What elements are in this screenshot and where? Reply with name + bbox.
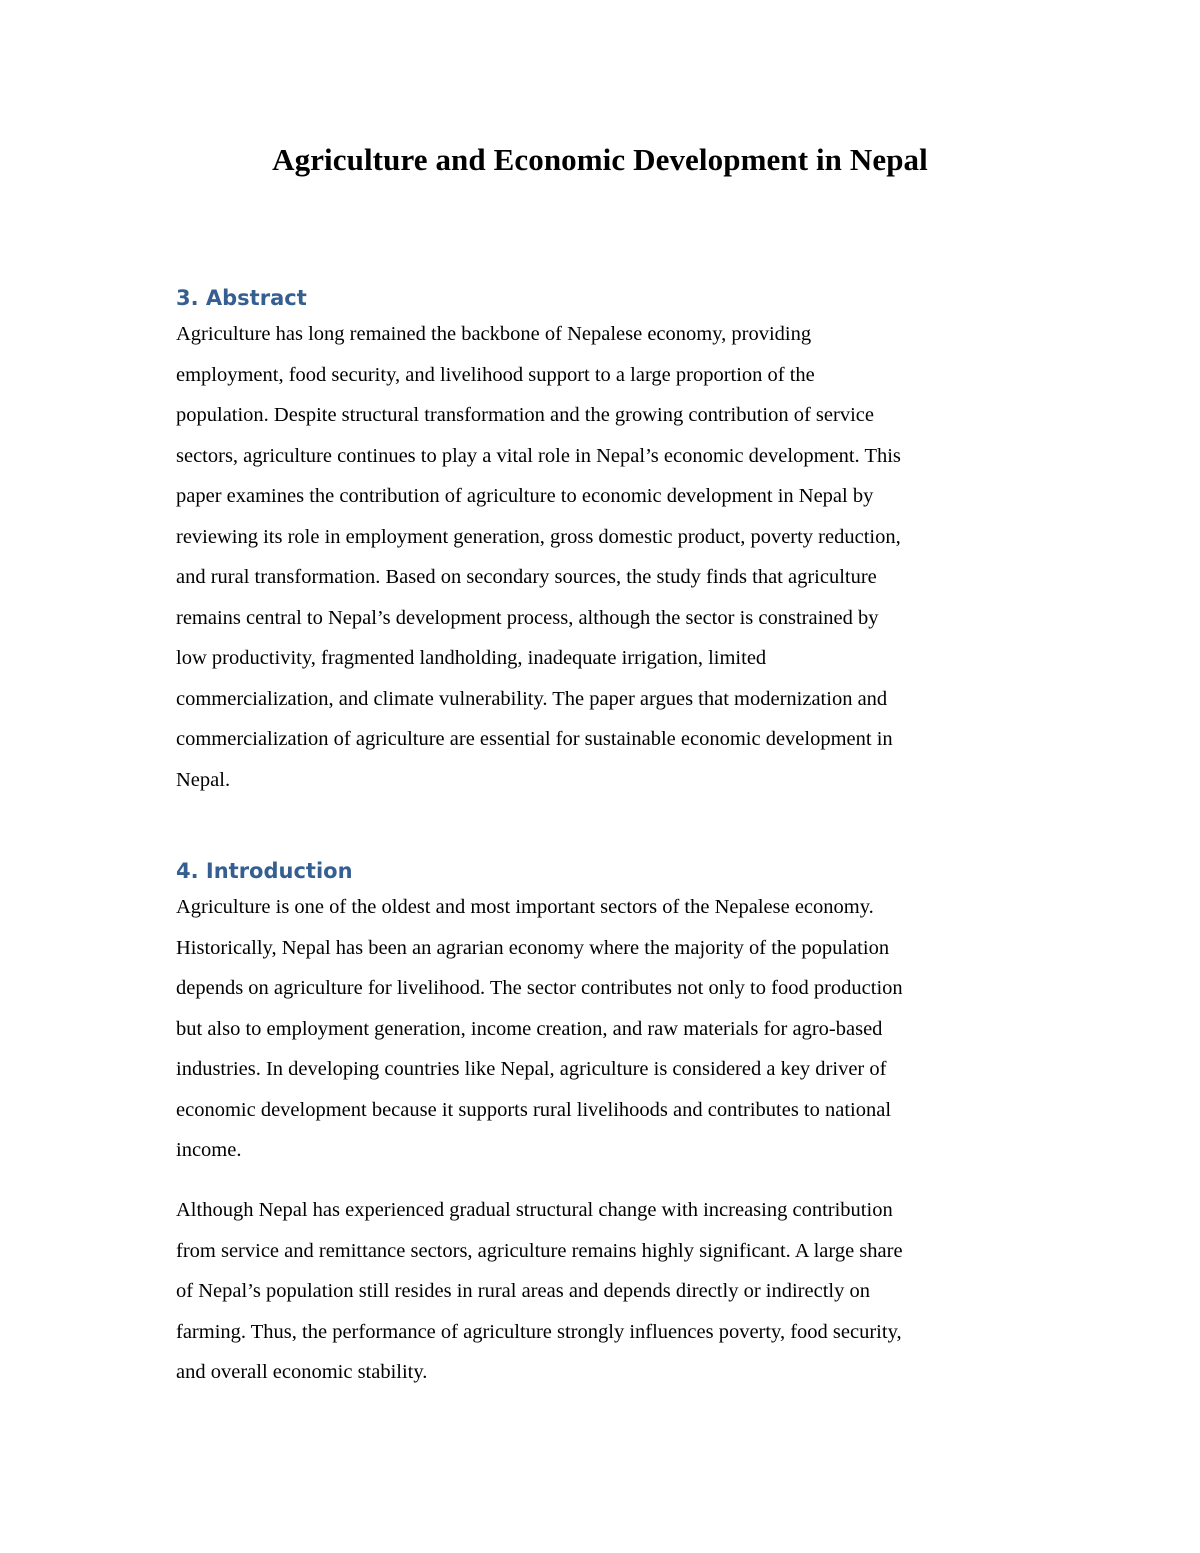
abstract-section bbox=[176, 283, 1026, 800]
introduction-line: of Nepal’s population still resides in rural areas and depends directly or indirectly on bbox=[176, 1280, 870, 1302]
introduction-paragraph-2-block bbox=[176, 1190, 1026, 1393]
introduction-line: Agriculture is one of the oldest and most important sectors of the Nepalese economy. bbox=[176, 896, 874, 918]
abstract-line: Agriculture has long remained the backbone of Nepalese economy, providing bbox=[176, 323, 812, 345]
abstract-line: employment, food security, and livelihood support to a large proportion of the bbox=[176, 363, 815, 386]
introduction-line: farming. Thus, the performance of agriculture strongly influences poverty, food security, bbox=[176, 1320, 902, 1343]
document-title: Agriculture and Economic Development in Nepal bbox=[272, 142, 928, 177]
abstract-line: sectors, agriculture continues to play a vital role in Nepal’s economic development. This bbox=[176, 444, 901, 467]
abstract-line: remains central to Nepal’s development process, although the sector is constrained by bbox=[176, 606, 879, 629]
abstract-paragraph bbox=[176, 314, 1026, 800]
abstract-line: population. Despite structural transformation and the growing contribution of service bbox=[176, 404, 874, 426]
introduction-paragraph-2 bbox=[176, 1190, 1026, 1393]
abstract-line: Nepal. bbox=[176, 768, 231, 791]
abstract-line: and rural transformation. Based on secondary sources, the study finds that agriculture bbox=[176, 566, 877, 588]
introduction-paragraph-1 bbox=[176, 887, 1026, 1171]
introduction-line: and overall economic stability. bbox=[176, 1361, 428, 1383]
abstract-line: reviewing its role in employment generation, gross domestic product, poverty reduction, bbox=[176, 525, 901, 548]
introduction-line: but also to employment generation, income creation, and raw materials for agro-based bbox=[176, 1017, 883, 1040]
abstract-line: commercialization of agriculture are essential for sustainable economic development in bbox=[176, 728, 893, 750]
introduction-line: from service and remittance sectors, agriculture remains highly significant. A large share bbox=[176, 1239, 903, 1262]
introduction-section bbox=[176, 856, 1026, 1171]
introduction-line: economic development because it supports rural livelihoods and contributes to national bbox=[176, 1098, 892, 1121]
introduction-line: Although Nepal has experienced gradual structural change with increasing contribution bbox=[176, 1199, 893, 1221]
abstract-heading: 3. Abstract bbox=[176, 286, 307, 310]
introduction-line: Historically, Nepal has been an agrarian economy where the majority of the population bbox=[176, 936, 890, 959]
abstract-line: commercialization, and climate vulnerability. The paper argues that modernization and bbox=[176, 687, 888, 710]
abstract-line: paper examines the contribution of agriculture to economic development in Nepal by bbox=[176, 485, 874, 507]
introduction-line: income. bbox=[176, 1139, 242, 1161]
abstract-line: low productivity, fragmented landholding, inadequate irrigation, limited bbox=[176, 647, 767, 669]
introduction-heading: 4. Introduction bbox=[176, 859, 353, 883]
introduction-line: depends on agriculture for livelihood. The sector contributes not only to food production bbox=[176, 977, 903, 999]
introduction-line: industries. In developing countries like Nepal, agriculture is considered a key driver of bbox=[176, 1058, 887, 1080]
